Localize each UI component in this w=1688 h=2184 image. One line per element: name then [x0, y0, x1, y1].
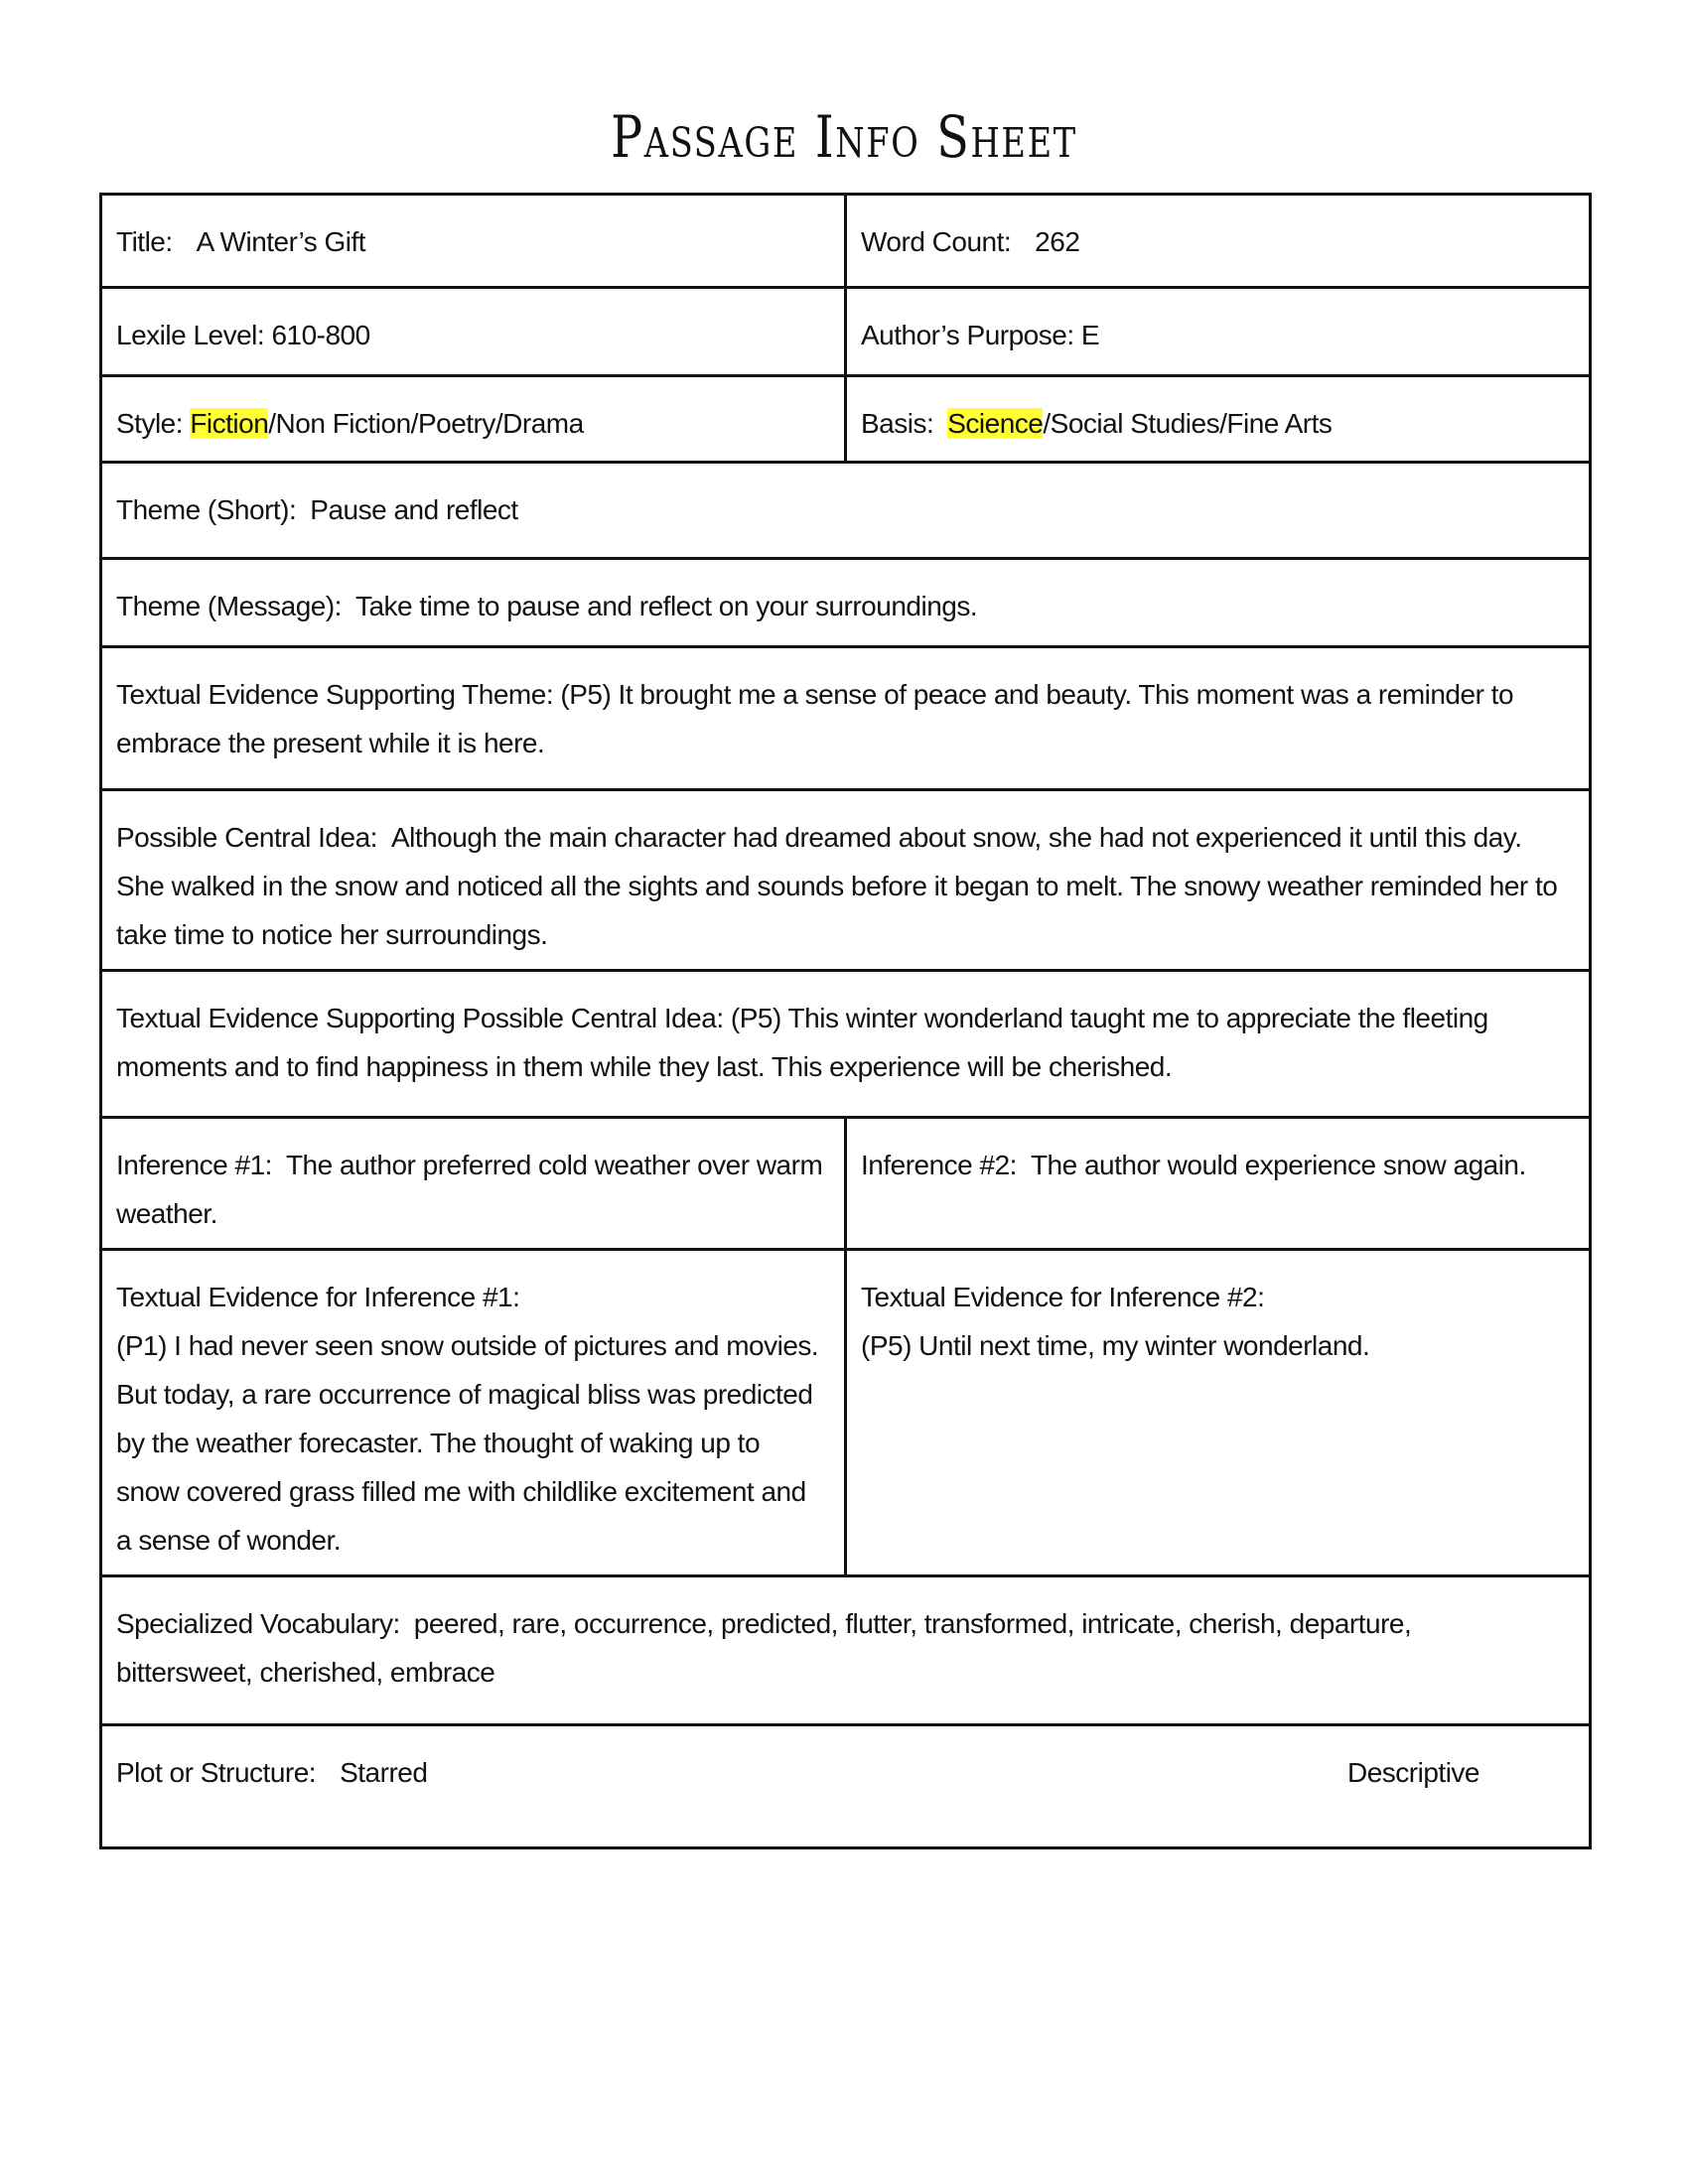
central-idea-label: Possible Central Idea:	[116, 822, 377, 853]
word-count-value: 262	[1035, 226, 1080, 257]
basis-label: Basis:	[861, 408, 934, 439]
theme-evidence-label: Textual Evidence Supporting Theme:	[116, 679, 554, 710]
inference1-text: The author preferred cold weather over warm	[285, 1150, 823, 1180]
central-idea-evidence-cell	[101, 971, 1591, 1118]
inference1-evidence-line: snow covered grass filled me with childlike excitement and	[116, 1476, 806, 1507]
inference1-text-2: weather.	[116, 1198, 217, 1229]
plot-cell	[101, 1725, 1591, 1848]
central-idea-row	[101, 790, 1591, 971]
theme-evidence-cell	[101, 647, 1591, 790]
inference1-evidence-line: But today, a rare occurrence of magical bliss was predicted	[116, 1379, 813, 1410]
inference2-label: Inference #2:	[861, 1150, 1017, 1180]
theme-short-row	[101, 463, 1591, 559]
title-value: A Winter’s Gift	[196, 226, 366, 257]
style-selected-highlight: Fiction	[190, 408, 269, 439]
title-label: Title:	[116, 226, 173, 257]
lexile-row	[101, 288, 1591, 376]
vocabulary-cell	[101, 1576, 1591, 1725]
inference2-text: The author would experience snow again.	[1030, 1150, 1526, 1180]
inference-evidence-row	[101, 1250, 1591, 1576]
central-idea-evidence-label: Textual Evidence Supporting Possible Central Idea:	[116, 1003, 724, 1033]
theme-message-label: Theme (Message):	[116, 591, 342, 621]
theme-message-cell	[101, 559, 1591, 647]
basis-selected-highlight: Science	[947, 408, 1044, 439]
page-title: Passage Info Sheet	[611, 103, 1077, 171]
theme-evidence-row	[101, 647, 1591, 790]
style-cell	[101, 376, 846, 463]
style-row	[101, 376, 1591, 463]
word-count-label: Word Count:	[861, 226, 1012, 257]
central-idea-evidence-row	[101, 971, 1591, 1118]
theme-evidence-text-cont: embrace the present while it is here.	[116, 728, 545, 758]
inference1-evidence-line: (P1) I had never seen snow outside of pictures and movies.	[116, 1330, 819, 1361]
vocabulary-row	[101, 1576, 1591, 1725]
central-idea-text-2: She walked in the snow and noticed all the sights and sounds before it began to melt. The snowy weather reminded her to	[116, 871, 1558, 901]
theme-short-value: Pause and reflect	[310, 494, 518, 525]
title-row	[101, 195, 1591, 288]
purpose-label: Author’s Purpose:	[861, 320, 1074, 350]
basis-options: /Social Studies/Fine Arts	[1043, 408, 1333, 439]
central-idea-text: Although the main character had dreamed about snow, she had not experienced it until this day.	[390, 822, 1522, 853]
inference2-cell	[846, 1118, 1591, 1250]
central-idea-cell	[101, 790, 1591, 971]
title-cell	[101, 195, 846, 288]
basis-cell	[846, 376, 1591, 463]
theme-message-row	[101, 559, 1591, 647]
inference1-evidence-label: Textual Evidence for Inference #1:	[116, 1282, 520, 1312]
inference1-evidence-cell	[101, 1250, 846, 1576]
word-count-cell	[846, 195, 1591, 288]
lexile-label: Lexile Level:	[116, 320, 265, 350]
inference1-evidence-line: a sense of wonder.	[116, 1525, 342, 1556]
plot-row	[101, 1725, 1591, 1848]
lexile-cell	[101, 288, 846, 376]
inference-row	[101, 1118, 1591, 1250]
structure-value: Descriptive	[1347, 1757, 1479, 1788]
info-table	[99, 193, 1592, 1849]
vocabulary-text-2: bittersweet, cherished, embrace	[116, 1657, 495, 1688]
central-idea-evidence-text: (P5) This winter wonderland taught me to appreciate the fleeting	[730, 1003, 1488, 1033]
inference2-evidence-cell	[846, 1250, 1591, 1576]
style-options: /Non Fiction/Poetry/Drama	[268, 408, 584, 439]
inference1-cell	[101, 1118, 846, 1250]
style-label: Style:	[116, 408, 184, 439]
purpose-value: E	[1080, 320, 1100, 350]
theme-evidence-text: (P5) It brought me a sense of peace and beauty. This moment was a reminder to	[560, 679, 1514, 710]
inference2-evidence-text: (P5) Until next time, my winter wonderland.	[861, 1330, 1370, 1361]
plot-value: Starred	[340, 1757, 428, 1788]
vocabulary-text: peered, rare, occurrence, predicted, flutter, transformed, intricate, cherish, departure,	[413, 1608, 1412, 1639]
plot-label: Plot or Structure:	[116, 1757, 317, 1788]
central-idea-evidence-text-2: moments and to find happiness in them while they last. This experience will be cherished.	[116, 1051, 1173, 1082]
inference1-label: Inference #1:	[116, 1150, 272, 1180]
central-idea-text-3: take time to notice her surroundings.	[116, 919, 548, 950]
theme-short-cell	[101, 463, 1591, 559]
purpose-cell	[846, 288, 1591, 376]
theme-message-value: Take time to pause and reflect on your surroundings.	[354, 591, 978, 621]
vocabulary-label: Specialized Vocabulary:	[116, 1608, 400, 1639]
inference2-evidence-label: Textual Evidence for Inference #2:	[861, 1282, 1265, 1312]
inference1-evidence-line: by the weather forecaster. The thought of waking up to	[116, 1428, 761, 1458]
theme-short-label: Theme (Short):	[116, 494, 297, 525]
lexile-value: 610-800	[271, 320, 370, 350]
